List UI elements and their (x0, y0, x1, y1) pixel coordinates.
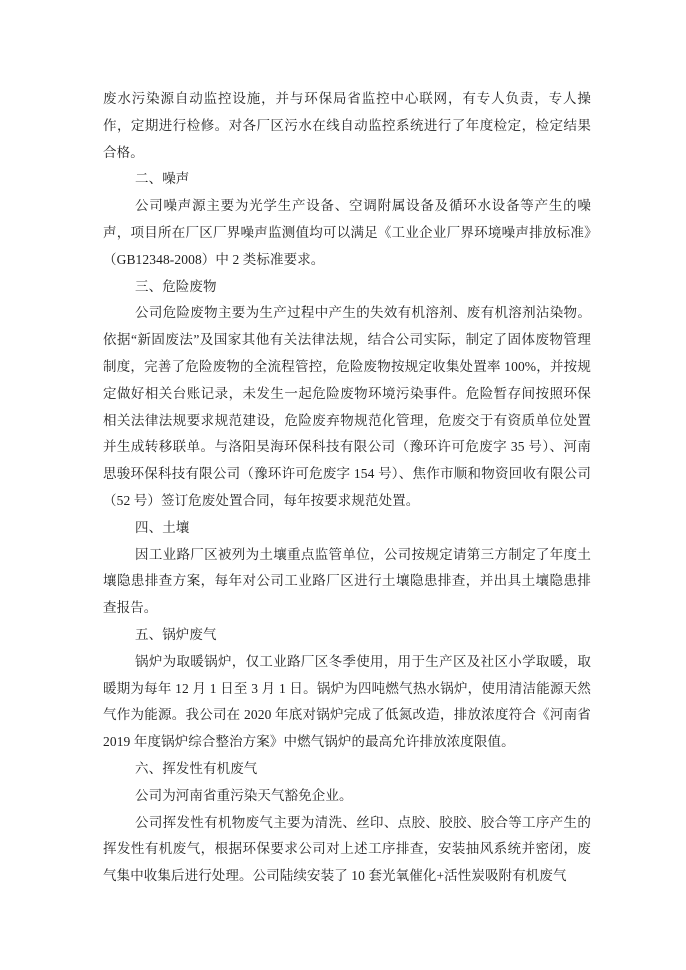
paragraph-boiler-exhaust: 锅炉为取暖锅炉，仅工业路厂区冬季使用，用于生产区及社区小学取暖，取暖期为每年 12 月 1 日至 3 月 1 日。锅炉为四吨燃气热水锅炉，使用清洁能源天然气作为能源。我公司在 2020 年底对锅炉完成了低氮改造，排放浓度符合《河南省 2019 年度锅炉综合整治方案》中燃气锅炉的最高允许排放浓度限值。 (103, 653, 591, 750)
paragraph-hazardous-waste: 公司危险废物主要为生产过程中产生的失效有机溶剂、废有机溶剂沾染物。依据“新固废法”及国家其他有关法律法规，结合公司实际，制定了固体废物管理制度，完善了危险废物的全流程管控，危险废物按规定收集处置率 100%，并按规定做好相关台账记录，未发生一起危险废物环境污染事件。危险暂存间按照环保相关法律法规要求规范建设，危险废弃物规范化管理，危废交于有资质单位处置并生成转移联单。与洛阳昊海环保科技有限公司（豫环许可危废字 35 号）、河南思骏环保科技有限公司（豫环许可危废字 154 号）、焦作市顺和物资回收有限公司（52 号）签订危废处置合同，每年按要求规范处置。 (103, 305, 591, 508)
paragraph-wastewater-monitoring-continuation: 废水污染源自动监控设施，并与环保局省监控中心联网，有专人负责，专人操作，定期进行检修。对各厂区污水在线自动监控系统进行了年度检定，检定结果合格。 (103, 91, 591, 160)
heading-section-4-soil: 四、土壤 (135, 519, 190, 535)
heading-section-6-voc: 六、挥发性有机废气 (135, 760, 258, 776)
heading-section-5-boiler-exhaust: 五、锅炉废气 (135, 626, 217, 642)
paragraph-soil: 因工业路厂区被列为土壤重点监管单位，公司按规定请第三方制定了年度土壤隐患排查方案，每年对公司工业路厂区进行土壤隐患排查，并出具土壤隐患排查报告。 (103, 546, 591, 616)
document-body (103, 86, 591, 890)
paragraph-noise: 公司噪声源主要为光学生产设备、空调附属设备及循环水设备等产生的噪声，项目所在厂区厂界噪声监测值均可以满足《工业企业厂界环境噪声排放标准》（GB12348-2008）中 2 类标准要求。 (103, 198, 591, 267)
heading-section-3-hazardous-waste: 三、危险废物 (135, 278, 217, 294)
paragraph-voc-treatment: 公司挥发性有机物废气主要为清洗、丝印、点胶、胶胶、胶合等工序产生的挥发性有机废气，根据环保要求公司对上述工序排查，安装抽风系统并密闭，废气集中收集后进行处理。公司陆续安装了 10 套光氧催化+活性炭吸附有机废气 (103, 814, 591, 884)
paragraph-voc-exemption: 公司为河南省重污染天气豁免企业。 (135, 787, 353, 803)
heading-section-2-noise: 二、噪声 (135, 171, 190, 187)
